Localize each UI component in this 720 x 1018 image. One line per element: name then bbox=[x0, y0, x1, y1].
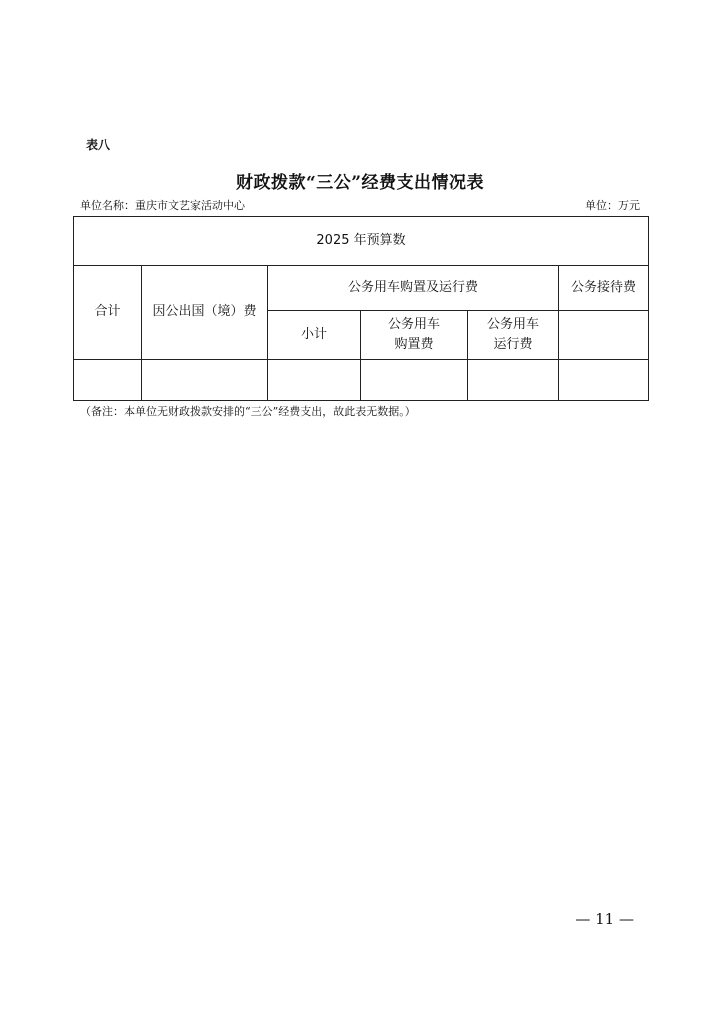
header-year: 2025 年预算数 bbox=[74, 217, 649, 266]
unit-name: 单位名称：重庆市文艺家活动中心 bbox=[80, 199, 245, 212]
table-header-row bbox=[74, 266, 649, 311]
table-cell bbox=[361, 360, 468, 401]
table-row bbox=[74, 360, 649, 401]
header-vehicle-purchase-line1: 公务用车 bbox=[387, 316, 440, 332]
table-cell bbox=[142, 360, 268, 401]
header-abroad: 因公出国（境）费 bbox=[142, 266, 268, 360]
page-number: — 11 — bbox=[575, 910, 634, 928]
table-cell bbox=[74, 360, 142, 401]
header-total: 合计 bbox=[74, 266, 142, 360]
table-cell bbox=[559, 360, 649, 401]
table-note: （备注：本单位无财政拨款安排的“三公”经费支出，故此表无数据。） bbox=[80, 405, 416, 418]
table-cell bbox=[468, 360, 559, 401]
header-vehicle-operation-line1: 公务用车 bbox=[486, 316, 539, 332]
header-reception-blank bbox=[559, 311, 649, 360]
header-subtotal: 小计 bbox=[268, 311, 361, 360]
header-reception: 公务接待费 bbox=[559, 266, 649, 311]
header-vehicle-operation-line2: 运行费 bbox=[493, 337, 533, 352]
table-label: 表八 bbox=[86, 138, 111, 152]
table-header-row bbox=[74, 217, 649, 266]
header-vehicle: 公务用车购置及运行费 bbox=[268, 266, 559, 311]
header-vehicle-purchase-line2: 购置费 bbox=[394, 337, 434, 352]
header-vehicle-operation bbox=[468, 311, 559, 360]
table-cell bbox=[268, 360, 361, 401]
header-vehicle-purchase bbox=[361, 311, 468, 360]
document-title: 财政拨款“三公”经费支出情况表 bbox=[235, 173, 485, 193]
budget-table bbox=[73, 216, 649, 401]
unit-measure: 单位：万元 bbox=[585, 199, 640, 212]
